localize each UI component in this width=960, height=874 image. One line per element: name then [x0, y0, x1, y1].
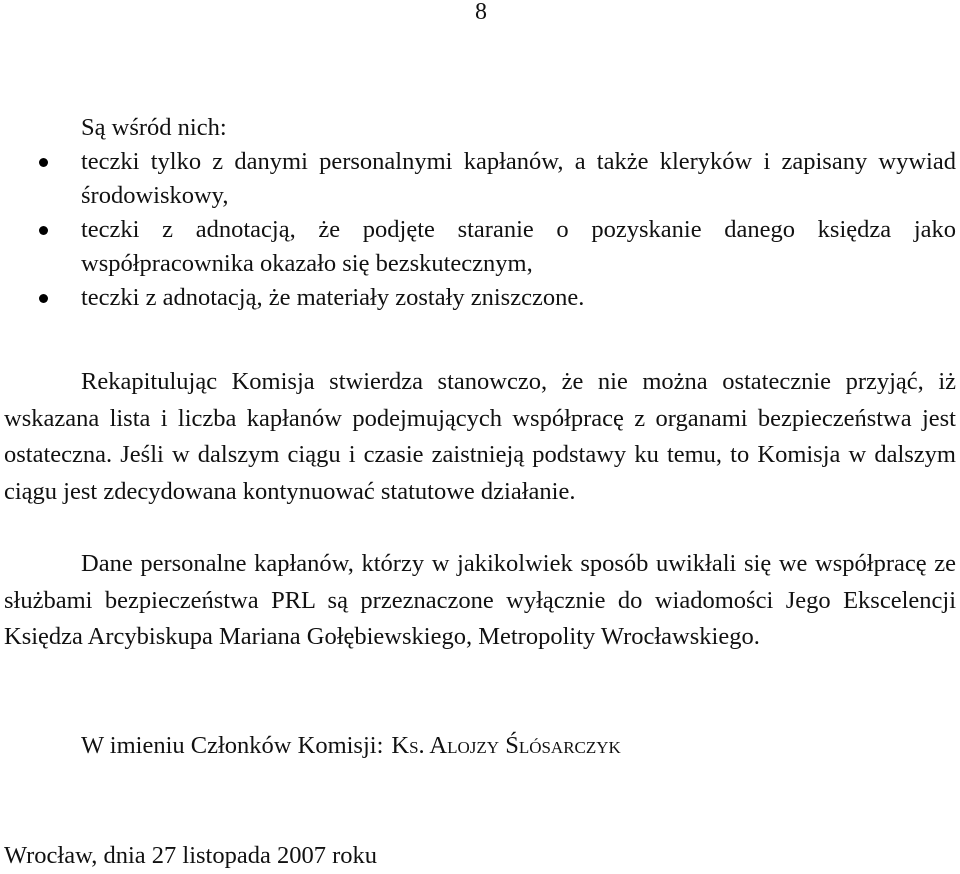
paragraph-summary: Rekapitulując Komisja stwierdza stanowczo, że nie można ostatecznie przyjąć, iż wskazana lista i liczba kapłanów podejmujących współpracę z organami bezpieczeństwa jest ostateczna. Jeśli w dalszym ciągu i czasie zaistnieją podstawy ku temu, to Komisja w dalszym ciągu jest zdecydowana kontynuować statutowe działanie. — [4, 368, 956, 505]
list-item: teczki tylko z danymi personalnymi kapłanów, a także kleryków i zapisany wywiad środowiskowy, — [0, 145, 960, 213]
list-item: teczki z adnotacją, że podjęte staranie o pozyskanie danego księdza jako współpracownika okazało się bezskutecznym, — [0, 213, 960, 281]
page-number: 8 — [475, 0, 487, 25]
paragraph-personal-data: Dane personalne kapłanów, którzy w jakikolwiek sposób uwikłali się we współpracę ze służbami bezpieczeństwa PRL są przeznaczone wyłącznie do wiadomości Jego Ekscelencji Księdza Arcybiskupa Mariana Gołębiewskiego, Metropolity Wrocławskiego. — [4, 550, 956, 650]
signature-line — [81, 728, 621, 764]
signatory-name: Ks. Alojzy Ślósarczyk — [391, 732, 621, 759]
signature-label: W imieniu Członków Komisji: — [81, 732, 384, 759]
list-intro: Są wśród nich: — [81, 114, 227, 141]
place-and-date: Wrocław, dnia 27 listopada 2007 roku — [4, 842, 378, 869]
bullet-list — [0, 145, 960, 315]
list-item: teczki z adnotacją, że materiały zostały zniszczone. — [0, 281, 960, 315]
